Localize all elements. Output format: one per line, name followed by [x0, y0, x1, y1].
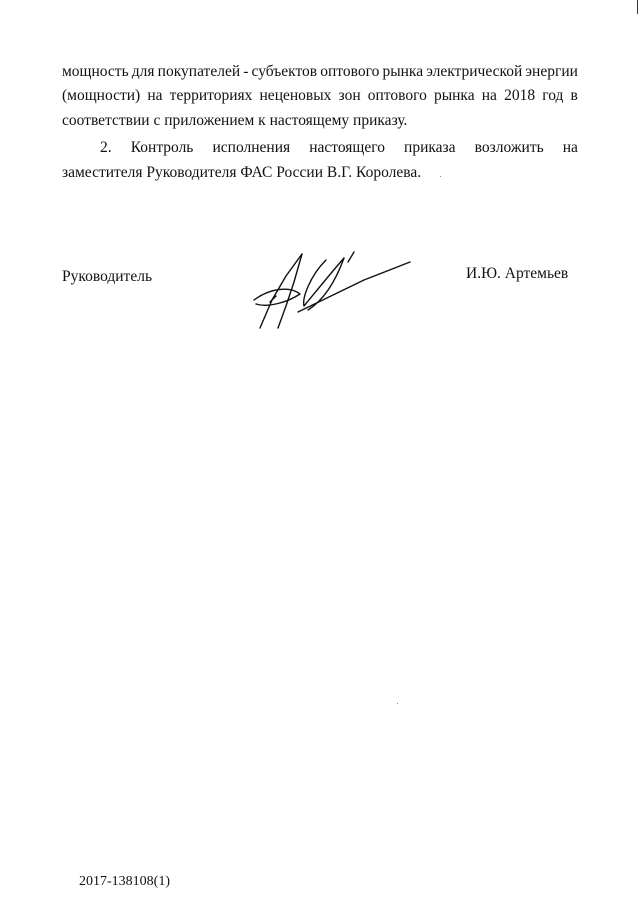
paragraph1-line2	[62, 86, 578, 106]
paragraph2-line1	[62, 138, 578, 158]
handwritten-signature	[240, 240, 420, 340]
word: рынка	[433, 87, 475, 104]
word: зон	[338, 87, 361, 104]
word: на	[562, 139, 578, 156]
scan-speck	[440, 176, 441, 177]
signer-title: Руководитель	[62, 268, 153, 285]
word: оптового	[367, 87, 427, 104]
paragraph1-line3: соответствии с приложением к настоящему приказу.	[62, 112, 408, 129]
word: в	[570, 87, 578, 104]
item-number: 2.	[100, 139, 112, 156]
word: покупателей	[157, 63, 241, 80]
word: на	[481, 87, 497, 104]
word: (мощности)	[62, 87, 141, 104]
word: на	[147, 87, 163, 104]
scan-speck	[397, 703, 398, 704]
word: мощность	[62, 63, 129, 80]
word: возложить	[474, 139, 544, 156]
word: приказа	[404, 139, 456, 156]
scan-edge	[637, 0, 638, 14]
word: территориях	[169, 87, 253, 104]
word: рынка	[382, 63, 424, 80]
document-number: 2017-138108(1)	[79, 874, 170, 889]
word: 2018	[504, 87, 536, 104]
word: энергии	[525, 63, 578, 80]
signer-name: И.Ю. Артемьев	[466, 265, 569, 282]
paragraph2-line2: заместителя Руководителя ФАС России В.Г. Королева.	[62, 164, 422, 181]
paragraph1-line1	[62, 62, 578, 82]
word: неценовых	[259, 87, 332, 104]
word: электрической	[426, 63, 523, 80]
word: оптового	[320, 63, 380, 80]
word: для	[131, 63, 155, 80]
word: -	[243, 63, 249, 80]
word: Контроль	[130, 139, 194, 156]
word: год	[542, 87, 564, 104]
word: субъектов	[251, 63, 318, 80]
word: настоящего	[309, 139, 385, 156]
word: исполнения	[212, 139, 291, 156]
